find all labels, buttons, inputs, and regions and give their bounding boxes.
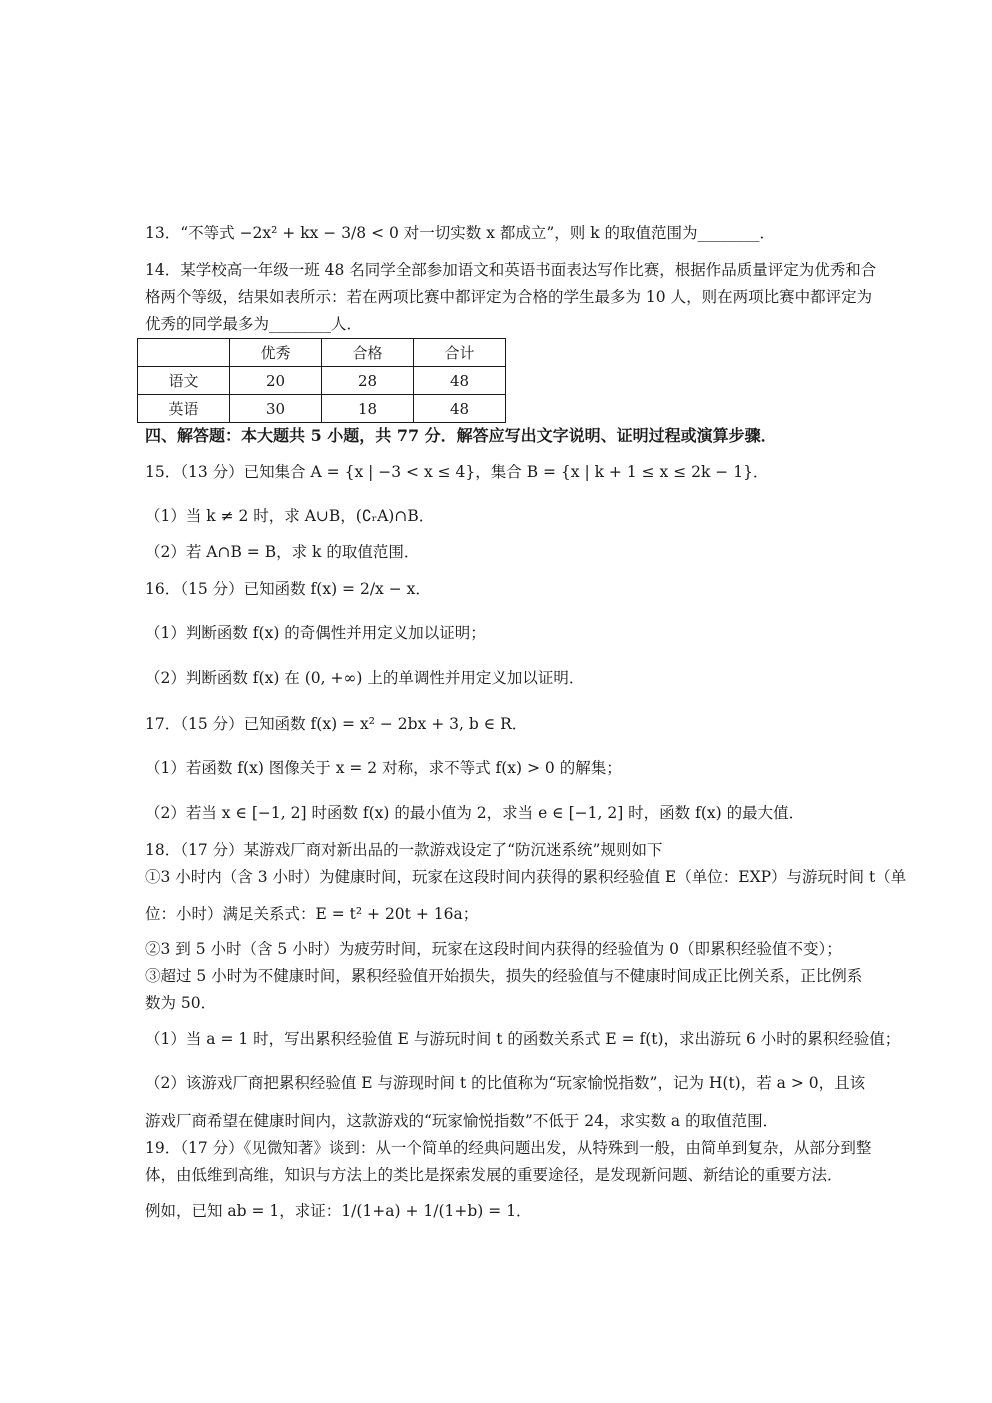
section-4-heading: 四、解答题：本大题共 5 小题，共 77 分．解答应写出文字说明、证明过程或演算步骤． <box>145 426 777 445</box>
score-table <box>137 338 506 423</box>
question-16-part-2: （2）判断函数 f(x) 在 (0, +∞) 上的单调性并用定义加以证明． <box>145 669 585 687</box>
table-header-row <box>138 339 506 367</box>
table-cell: 合计 <box>414 339 506 367</box>
table-cell: 18 <box>322 395 414 423</box>
question-19-line-3: 例如，已知 ab = 1，求证：1/(1+a) + 1/(1+b) = 1． <box>145 1202 532 1220</box>
question-17: 17．（15 分）已知函数 f(x) = x² − 2bx + 3, b ∈ R． <box>145 715 528 733</box>
question-17-part-2: （2）若当 x ∈ [−1, 2] 时函数 f(x) 的最小值为 2，求当 e ∈ [−1, 2] 时，函数 f(x) 的最大值． <box>145 804 805 822</box>
table-cell: 优秀 <box>230 339 322 367</box>
table-cell <box>138 339 230 367</box>
question-17-part-1: （1）若函数 f(x) 图像关于 x = 2 对称，求不等式 f(x) > 0 的解集； <box>145 759 622 777</box>
question-18: 18．（17 分）某游戏厂商对新出品的一款游戏设定了“防沉迷系统”规则如下 <box>145 841 663 859</box>
question-19-line-2: 体，由低维到高维，知识与方法上的类比是探索发展的重要途径，是发现新问题、新结论的重要方法． <box>145 1166 843 1184</box>
question-16: 16．（15 分）已知函数 f(x) = 2/x − x． <box>145 580 431 598</box>
question-18-rule-1b: 位：小时）满足关系式：E = t² + 20t + 16a； <box>145 905 479 923</box>
question-14-line-3: 优秀的同学最多为________人． <box>145 315 363 333</box>
question-18-rule-3b: 数为 50． <box>145 994 217 1012</box>
question-16-part-1: （1）判断函数 f(x) 的奇偶性并用定义加以证明； <box>145 624 486 642</box>
question-14-line-2: 格两个等级，结果如表所示：若在两项比赛中都评定为合格的学生最多为 10 人，则在两项比赛中都评定为 <box>145 288 873 306</box>
question-13: 13．“不等式 −2x² + kx − 3/8 < 0 对一切实数 x 都成立”，则 k 的取值范围为________． <box>145 224 776 242</box>
question-15-part-1: （1）当 k ≠ 2 时，求 A∪B，(∁ᵣA)∩B． <box>145 507 435 525</box>
question-15-part-2: （2）若 A∩B = B，求 k 的取值范围． <box>145 543 420 561</box>
table-cell: 28 <box>322 367 414 395</box>
question-18-rule-1a: ①3 小时内（含 3 小时）为健康时间，玩家在这段时间内获得的累积经验值 E（单位：EXP）与游玩时间 t（单 <box>145 868 907 886</box>
table-cell: 英语 <box>138 395 230 423</box>
table-cell: 48 <box>414 367 506 395</box>
question-18-part-2b: 游戏厂商希望在健康时间内，这款游戏的“玩家愉悦指数”不低于 24，求实数 a 的取值范围． <box>145 1112 779 1130</box>
question-18-rule-3a: ③超过 5 小时为不健康时间，累积经验值开始损失，损失的经验值与不健康时间成正比例关系，正比例系 <box>145 967 863 985</box>
question-15: 15．（13 分）已知集合 A = {x | −3 < x ≤ 4}，集合 B = {x | k + 1 ≤ x ≤ 2k − 1}． <box>145 463 769 481</box>
table-row <box>138 367 506 395</box>
table-cell: 20 <box>230 367 322 395</box>
table-cell: 30 <box>230 395 322 423</box>
question-18-part-2a: （2）该游戏厂商把累积经验值 E 与游现时间 t 的比值称为“玩家愉悦指数”，记为 H(t)，若 a > 0，且该 <box>145 1074 866 1092</box>
table-cell: 48 <box>414 395 506 423</box>
question-19-line-1: 19．（17 分）《见微知著》谈到：从一个简单的经典问题出发，从特殊到一般，由简单到复杂，从部分到整 <box>145 1139 872 1157</box>
question-14-line-1: 14．某学校高一年级一班 48 名同学全部参加语文和英语书面表达写作比赛，根据作品质量评定为优秀和合 <box>145 261 877 279</box>
question-18-rule-2: ②3 到 5 小时（含 5 小时）为疲劳时间，玩家在这段时间内获得的经验值为 0（即累积经验值不变）； <box>145 940 842 958</box>
table-row <box>138 395 506 423</box>
table-cell: 合格 <box>322 339 414 367</box>
question-18-part-1: （1）当 a = 1 时，写出累积经验值 E 与游玩时间 t 的函数关系式 E = f(t)，求出游玩 6 小时的累积经验值； <box>145 1030 901 1048</box>
table-cell: 语文 <box>138 367 230 395</box>
